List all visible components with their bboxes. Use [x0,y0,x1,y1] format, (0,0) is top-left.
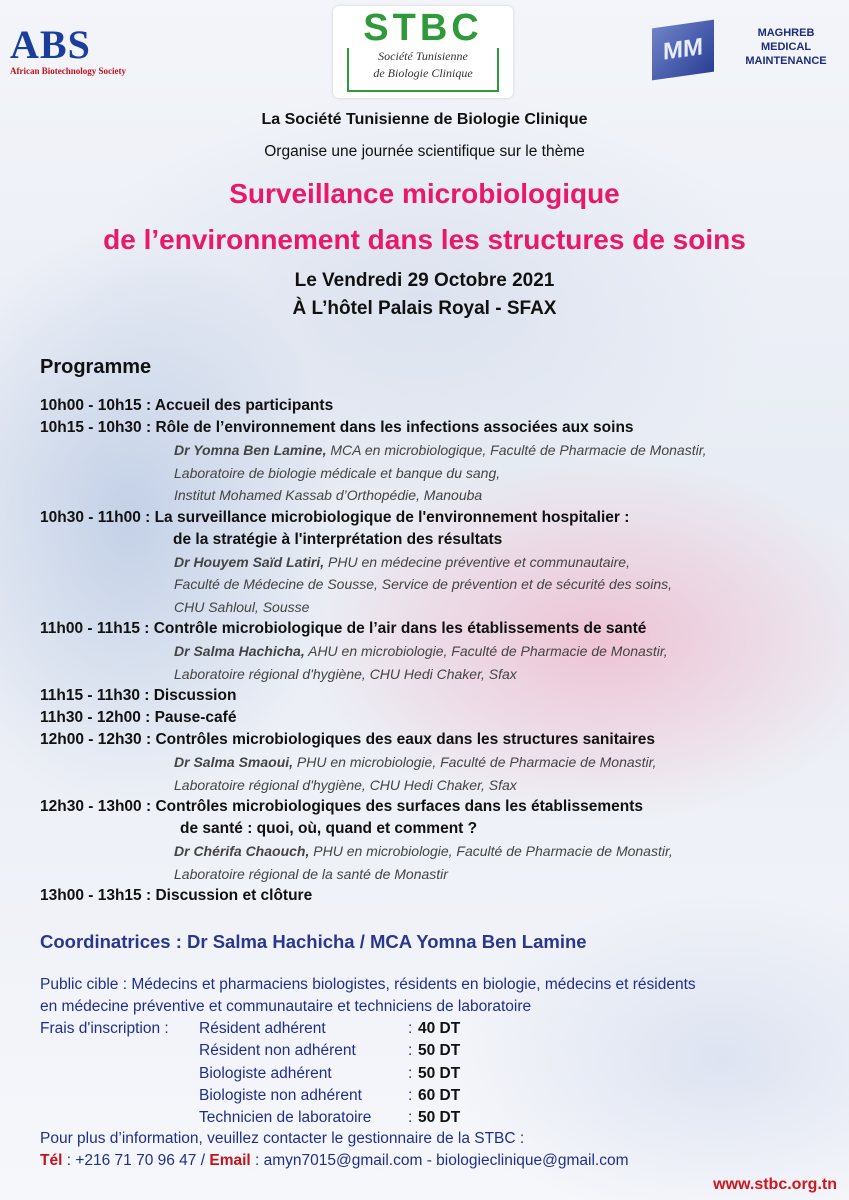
contact-details [40,1152,629,1170]
stbc-logo-line1: Société Tunisienne [378,49,468,63]
speaker-info [40,751,840,774]
speaker-title: PHU en microbiologie, Faculté de Pharmacie de Monastir, [309,843,673,859]
speaker-name: Dr Yomna Ben Lamine, [174,442,327,458]
coordinators: Coordinatrices : Dr Salma Hachicha / MCA Yomna Ben Lamine [40,931,587,952]
target-audience-line2: en médecine préventive et communautaire et techniciens de laboratoire [40,997,532,1015]
abs-logo [10,22,160,76]
speaker-title: AHU en microbiologie, Faculté de Pharmacie de Monastir, [304,643,668,659]
contact-line: Pour plus d’information, veuillez contacter le gestionnaire de la STBC : [40,1130,525,1147]
intro-line: Organise une journée scientifique sur le thème [264,143,585,160]
session-environment-role: 10h15 - 10h30 : Rôle de l’environnement dans les infections associées aux soins [40,419,634,436]
speaker-name: Dr Houyem Saïd Latiri, [174,553,325,570]
fee-colon: : [408,1042,413,1060]
session-surface-control-cont: de santé : quoi, où, quand et comment ? [180,820,478,837]
speaker-affiliation: CHU Sahloul, Sousse [174,598,310,615]
speaker-name: Dr Chérifa Chaouch, [174,843,310,859]
event-venue: À L’hôtel Palais Royal - SFAX [292,298,557,319]
tel-value: : +216 71 70 96 47 / [62,1152,210,1169]
event-title-line1: Surveillance microbiologique [229,178,620,209]
target-audience-line1: Public cible : Médecins et pharmaciens biologistes, résidents en biologie, médecins et résidents [40,976,696,993]
session-water-control: 12h00 - 12h30 : Contrôles microbiologiques des eaux dans les structures sanitaires [40,731,656,748]
abs-logo-subtitle: African Biotechnology Society [10,66,126,76]
speaker-name: Dr Salma Smaoui, [174,754,294,770]
fee-row [40,1085,640,1107]
mmm-logo-line3: MAINTENANCE [745,55,827,67]
fee-amount: 50 DT [418,1042,461,1060]
mmm-logo-line2: MEDICAL [760,41,812,53]
maghreb-medical-maintenance-logo [652,18,838,80]
speaker-title: MCA en microbiologique, Faculté de Pharmacie de Monastir, [326,442,707,458]
speaker-affiliation: Laboratoire régional de la santé de Monastir [174,865,448,882]
fees-label: Frais d'inscription : [40,1020,169,1037]
fee-colon: : [408,1086,413,1104]
organizer-name: La Société Tunisienne de Biologie Clinique [261,111,588,128]
mm-cube-icon: MM [652,20,714,81]
fee-row [40,1107,640,1129]
fee-row [40,1018,640,1040]
session-air-control: 11h00 - 11h15 : Contrôle microbiologique de l’air dans les établissements de santé [40,620,647,637]
event-title-line2: de l’environnement dans les structures de soins [103,224,746,255]
fee-colon: : [408,1020,413,1037]
session-welcome: 10h00 - 10h15 : Accueil des participants [40,397,334,414]
abs-logo-name: ABS [10,22,91,67]
event-date: Le Vendredi 29 Octobre 2021 [294,270,555,291]
website-link[interactable]: www.stbc.org.tn [713,1176,837,1193]
target-audience [40,974,840,1017]
fee-row [40,1063,640,1085]
speaker-info [40,439,840,462]
speaker-info [40,640,840,663]
speaker-info [40,840,840,863]
fee-colon: : [408,1109,413,1127]
fee-amount: 40 DT [418,1020,461,1037]
email-label: Email [209,1152,251,1169]
speaker-affiliation: Laboratoire de biologie médicale et banque du sang, [174,464,501,481]
mmm-logo-text [734,26,838,68]
fee-colon: : [408,1064,413,1082]
fee-category: Biologiste non adhérent [199,1086,362,1104]
mmm-logo-line1: MAGHREB [757,27,815,39]
fee-category: Technicien de laboratoire [199,1109,372,1127]
fee-category: Résident non adhérent [199,1042,356,1060]
session-surveillance-cont: de la stratégie à l'interprétation des résultats [173,530,503,548]
stbc-logo-line2: de Biologie Clinique [373,66,473,80]
stbc-logo-name: STBC [363,7,483,49]
speaker-affiliation: Faculté de Médecine de Sousse, Service de prévention et de sécurité des soins, [174,576,673,592]
session-surveillance: 10h30 - 11h00 : La surveillance microbiologique de l'environnement hospitalier : [40,508,630,526]
session-surface-control: 12h30 - 13h00 : Contrôles microbiologiques des surfaces dans les établissements [40,798,643,815]
session-discussion: 11h15 - 11h30 : Discussion [40,687,237,704]
tel-label: Tél [40,1152,63,1169]
fee-amount: 50 DT [418,1109,461,1127]
speaker-title: PHU en microbiologie, Faculté de Pharmacie de Monastir, [293,754,657,770]
programme-list [40,395,840,907]
session-coffee-break: 11h30 - 12h00 : Pause-café [40,709,237,726]
stbc-logo [333,6,513,98]
fee-amount: 60 DT [418,1086,461,1104]
stbc-logo-frame [347,48,499,92]
email-value[interactable]: : amyn7015@gmail.com - biologieclinique@gmail.com [250,1152,629,1169]
speaker-affiliation: Laboratoire régional d'hygiène, CHU Hedi Chaker, Sfax [174,665,517,682]
programme-heading: Programme [40,356,152,378]
fee-row [40,1040,640,1062]
speaker-info [40,551,840,574]
speaker-name: Dr Salma Hachicha, [174,643,305,659]
speaker-affiliation: Laboratoire régional d'hygiène, CHU Hedi Chaker, Sfax [174,776,517,793]
fee-category: Résident adhérent [199,1020,326,1037]
registration-fees [40,1018,640,1129]
fee-category: Biologiste adhérent [199,1064,332,1082]
fee-amount: 50 DT [418,1064,461,1082]
session-closing: 13h00 - 13h15 : Discussion et clôture [40,887,313,904]
speaker-affiliation: Institut Mohamed Kassab d’Orthopédie, Manouba [174,487,483,503]
speaker-title: PHU en médecine préventive et communautaire, [324,553,630,570]
